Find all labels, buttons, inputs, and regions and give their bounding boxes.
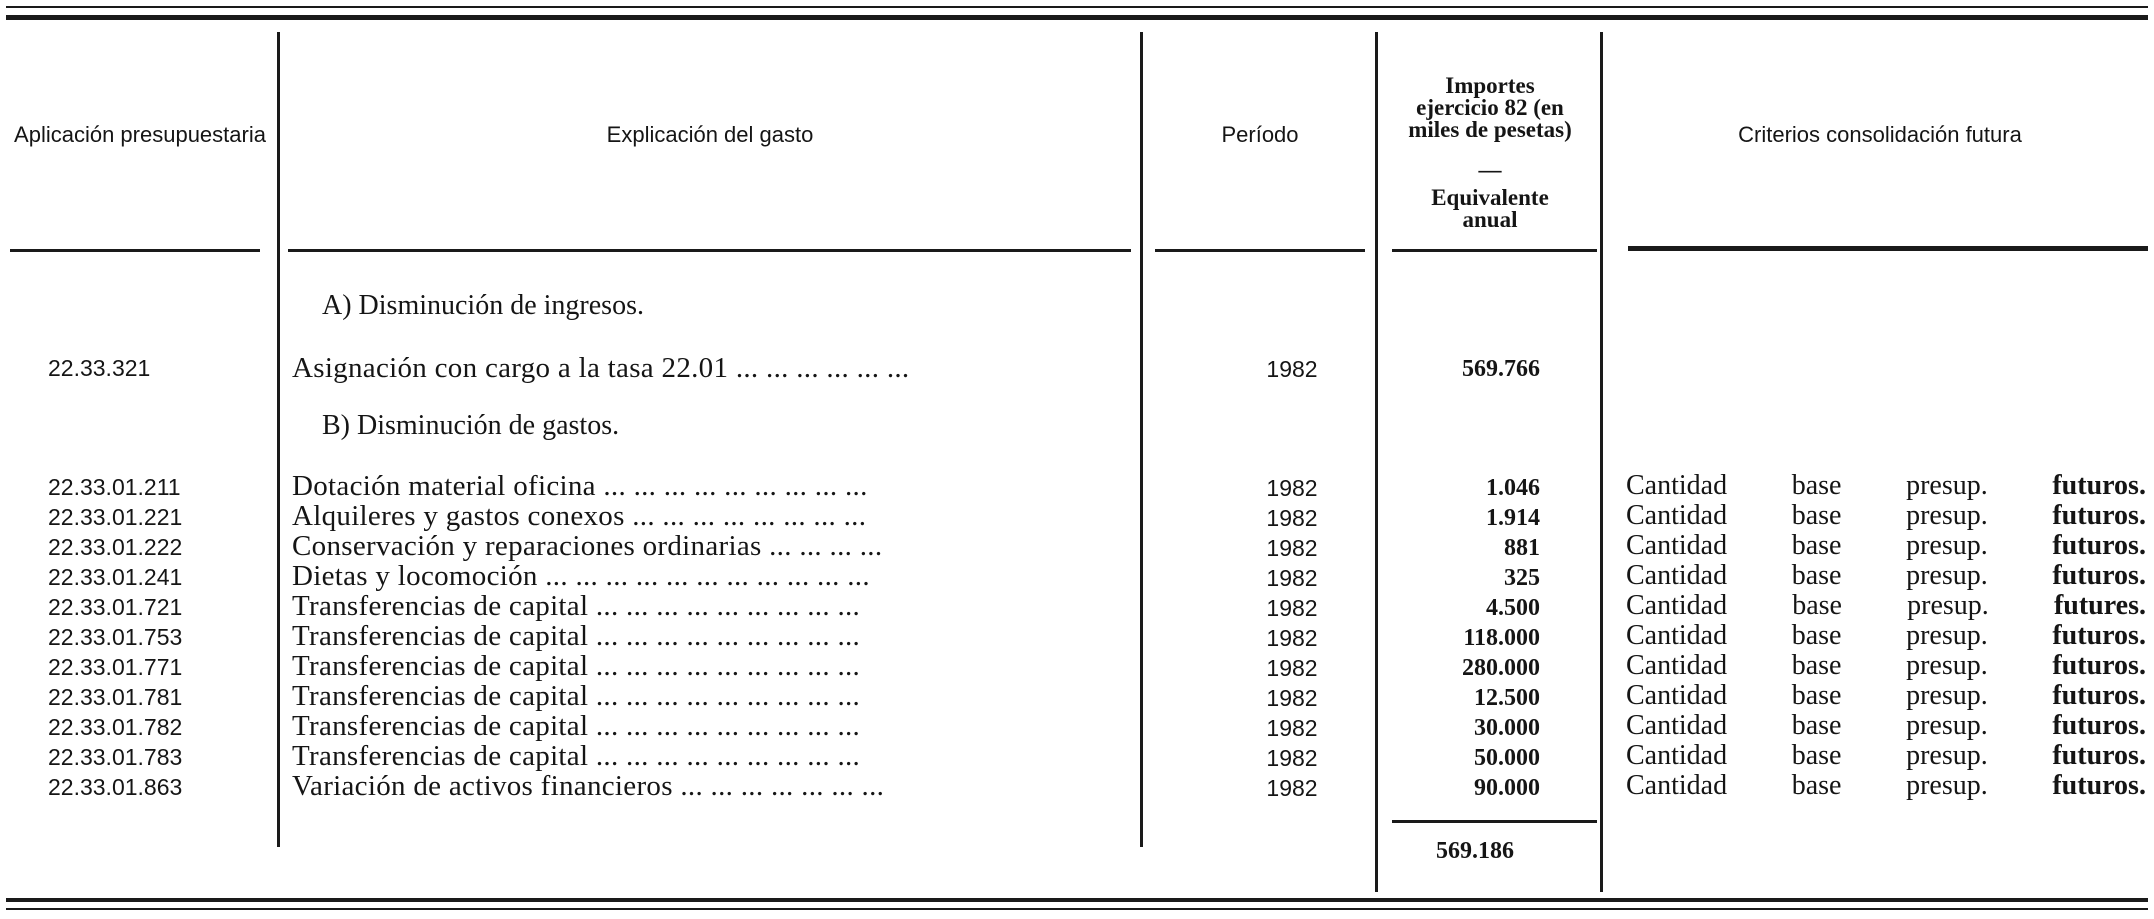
row-period: 1982	[1266, 535, 1318, 561]
crit-word: futuros.	[2052, 500, 2146, 531]
section-a-title: A) Disminución de ingresos.	[322, 290, 644, 321]
header-importes-text: Importes ejercicio 82 (en miles de pesetas)	[1408, 73, 1572, 142]
crit-word: futures.	[2053, 590, 2146, 621]
crit-word: base	[1791, 710, 1842, 741]
crit-word: presup.	[1906, 620, 1988, 651]
row-period: 1982	[1266, 685, 1318, 711]
row-code: 22.33.01.863	[48, 774, 183, 800]
row-amount: 325	[1504, 565, 1540, 591]
col-divider-4	[1600, 32, 1603, 892]
col-divider-3	[1375, 32, 1378, 892]
row-description: Transferencias de capital ... ... ... ... ... ... ... ... ...	[292, 740, 861, 772]
header-equivalente-text: Equivalente anual	[1431, 185, 1549, 232]
row-code: 22.33.01.783	[48, 744, 183, 770]
row-period: 1982	[1266, 715, 1318, 741]
row-period: 1982	[1266, 565, 1318, 591]
row-criteria	[1626, 740, 2146, 772]
section-b-title: B) Disminución de gastos.	[322, 410, 620, 441]
row-criteria	[1626, 620, 2146, 652]
row-description: Transferencias de capital ... ... ... ... ... ... ... ... ...	[292, 590, 861, 622]
crit-word: futuros.	[2052, 770, 2146, 801]
header-aplicacion-text: Aplicación presupuestaria	[14, 122, 266, 147]
header-importes-dash	[1385, 157, 1595, 182]
col-divider-2	[1140, 32, 1143, 847]
header-explicacion	[285, 100, 1135, 170]
section-a-description: Asignación con cargo a la tasa 22.01 ... ... ... ... ... ...	[292, 352, 910, 384]
row-amount: 12.500	[1474, 685, 1540, 711]
top-rule-thick	[6, 15, 2148, 20]
crit-word: Cantidad	[1626, 710, 1728, 741]
row-period: 1982	[1266, 505, 1318, 531]
row-criteria	[1626, 770, 2146, 802]
bottom-rule-thin	[6, 908, 2148, 910]
crit-word: presup.	[1906, 650, 1988, 681]
crit-word: presup.	[1906, 470, 1988, 501]
row-amount: 1.046	[1486, 475, 1540, 501]
crit-word: Cantidad	[1626, 530, 1728, 561]
row-description: Transferencias de capital ... ... ... ... ... ... ... ... ...	[292, 650, 861, 682]
crit-word: presup.	[1907, 590, 1989, 621]
row-criteria	[1626, 680, 2146, 712]
header-periodo-text: Período	[1221, 122, 1299, 147]
crit-word: Cantidad	[1626, 470, 1728, 501]
row-description: Conservación y reparaciones ordinarias ... ... ... ...	[292, 530, 883, 562]
crit-word: futuros.	[2052, 710, 2146, 741]
row-criteria	[1626, 500, 2146, 532]
header-rule-5	[1628, 246, 2148, 251]
row-description: Transferencias de capital ... ... ... ... ... ... ... ... ...	[292, 620, 861, 652]
crit-word: base	[1791, 770, 1842, 801]
row-criteria	[1626, 650, 2146, 682]
row-code: 22.33.01.782	[48, 714, 183, 740]
row-code: 22.33.01.753	[48, 624, 183, 650]
row-amount: 1.914	[1486, 505, 1540, 531]
bottom-rule-thick	[6, 898, 2148, 902]
section-a-code: 22.33.321	[48, 355, 151, 381]
crit-word: presup.	[1906, 680, 1988, 711]
crit-word: Cantidad	[1626, 740, 1728, 771]
row-description: Transferencias de capital ... ... ... ... ... ... ... ... ...	[292, 710, 861, 742]
row-period: 1982	[1266, 625, 1318, 651]
row-amount: 50.000	[1474, 745, 1540, 771]
crit-word: futuros.	[2052, 560, 2146, 591]
row-criteria	[1626, 530, 2146, 562]
crit-word: base	[1792, 590, 1842, 621]
row-code: 22.33.01.211	[48, 474, 181, 500]
crit-word: base	[1791, 650, 1842, 681]
header-criterios-text: Criterios consolidación futura	[1738, 122, 2022, 147]
row-period: 1982	[1266, 595, 1318, 621]
crit-word: base	[1791, 620, 1842, 651]
row-period: 1982	[1266, 655, 1318, 681]
section-a-amount: 569.766	[1462, 356, 1540, 382]
row-criteria	[1626, 590, 2146, 622]
crit-word: base	[1791, 680, 1842, 711]
row-amount: 118.000	[1463, 625, 1540, 651]
total-amount: 569.186	[1436, 838, 1514, 864]
total-rule	[1392, 820, 1597, 823]
crit-word: presup.	[1906, 560, 1988, 591]
row-period: 1982	[1266, 475, 1318, 501]
row-criteria	[1626, 560, 2146, 592]
crit-word: futuros.	[2052, 530, 2146, 561]
row-code: 22.33.01.781	[48, 684, 183, 710]
crit-word: presup.	[1906, 740, 1988, 771]
crit-word: Cantidad	[1626, 590, 1728, 621]
crit-word: Cantidad	[1626, 620, 1728, 651]
crit-word: base	[1791, 470, 1842, 501]
row-description: Variación de activos financieros ... ... ... ... ... ... ...	[292, 770, 885, 802]
row-code: 22.33.01.221	[48, 504, 183, 530]
row-period: 1982	[1266, 745, 1318, 771]
row-criteria	[1626, 470, 2146, 502]
row-description: Transferencias de capital ... ... ... ... ... ... ... ... ...	[292, 680, 861, 712]
crit-word: futuros.	[2052, 740, 2146, 771]
header-importes-dash-text: —	[1478, 157, 1502, 182]
col-divider-1	[277, 32, 280, 847]
row-amount: 280.000	[1462, 655, 1540, 681]
header-equivalente	[1385, 184, 1595, 234]
crit-word: presup.	[1906, 770, 1988, 801]
crit-word: futuros.	[2052, 680, 2146, 711]
crit-word: base	[1791, 530, 1842, 561]
header-importes	[1385, 52, 1595, 164]
row-period: 1982	[1266, 775, 1318, 801]
crit-word: presup.	[1906, 530, 1988, 561]
header-periodo	[1150, 100, 1370, 170]
crit-word: Cantidad	[1626, 770, 1728, 801]
header-rule-2	[288, 249, 1131, 252]
row-code: 22.33.01.241	[48, 564, 183, 590]
row-amount: 90.000	[1474, 775, 1540, 801]
row-code: 22.33.01.771	[48, 654, 183, 680]
crit-word: base	[1791, 500, 1842, 531]
row-amount: 4.500	[1486, 595, 1540, 621]
top-rule-thin	[6, 6, 2148, 8]
header-aplicacion	[10, 100, 270, 170]
crit-word: Cantidad	[1626, 500, 1728, 531]
row-description: Alquileres y gastos conexos ... ... ... ... ... ... ... ...	[292, 500, 867, 532]
crit-word: base	[1791, 560, 1842, 591]
row-code: 22.33.01.222	[48, 534, 183, 560]
crit-word: Cantidad	[1626, 560, 1728, 591]
crit-word: presup.	[1906, 500, 1988, 531]
header-criterios	[1610, 100, 2150, 170]
row-description: Dotación material oficina ... ... ... ... ... ... ... ... ...	[292, 470, 868, 502]
row-amount: 30.000	[1474, 715, 1540, 741]
crit-word: presup.	[1906, 710, 1988, 741]
section-a-period: 1982	[1266, 356, 1318, 382]
crit-word: futuros.	[2052, 620, 2146, 651]
header-rule-4	[1392, 249, 1597, 252]
crit-word: Cantidad	[1626, 650, 1728, 681]
header-rule-1	[10, 249, 260, 252]
header-explicacion-text: Explicación del gasto	[606, 122, 814, 147]
row-description: Dietas y locomoción ... ... ... ... ... ... ... ... ... ... ...	[292, 560, 870, 592]
header-rule-3	[1155, 249, 1365, 252]
row-code: 22.33.01.721	[48, 594, 183, 620]
crit-word: futuros.	[2052, 470, 2146, 501]
crit-word: Cantidad	[1626, 680, 1728, 711]
crit-word: futuros.	[2052, 650, 2146, 681]
row-criteria	[1626, 710, 2146, 742]
crit-word: base	[1791, 740, 1842, 771]
row-amount: 881	[1504, 535, 1540, 561]
